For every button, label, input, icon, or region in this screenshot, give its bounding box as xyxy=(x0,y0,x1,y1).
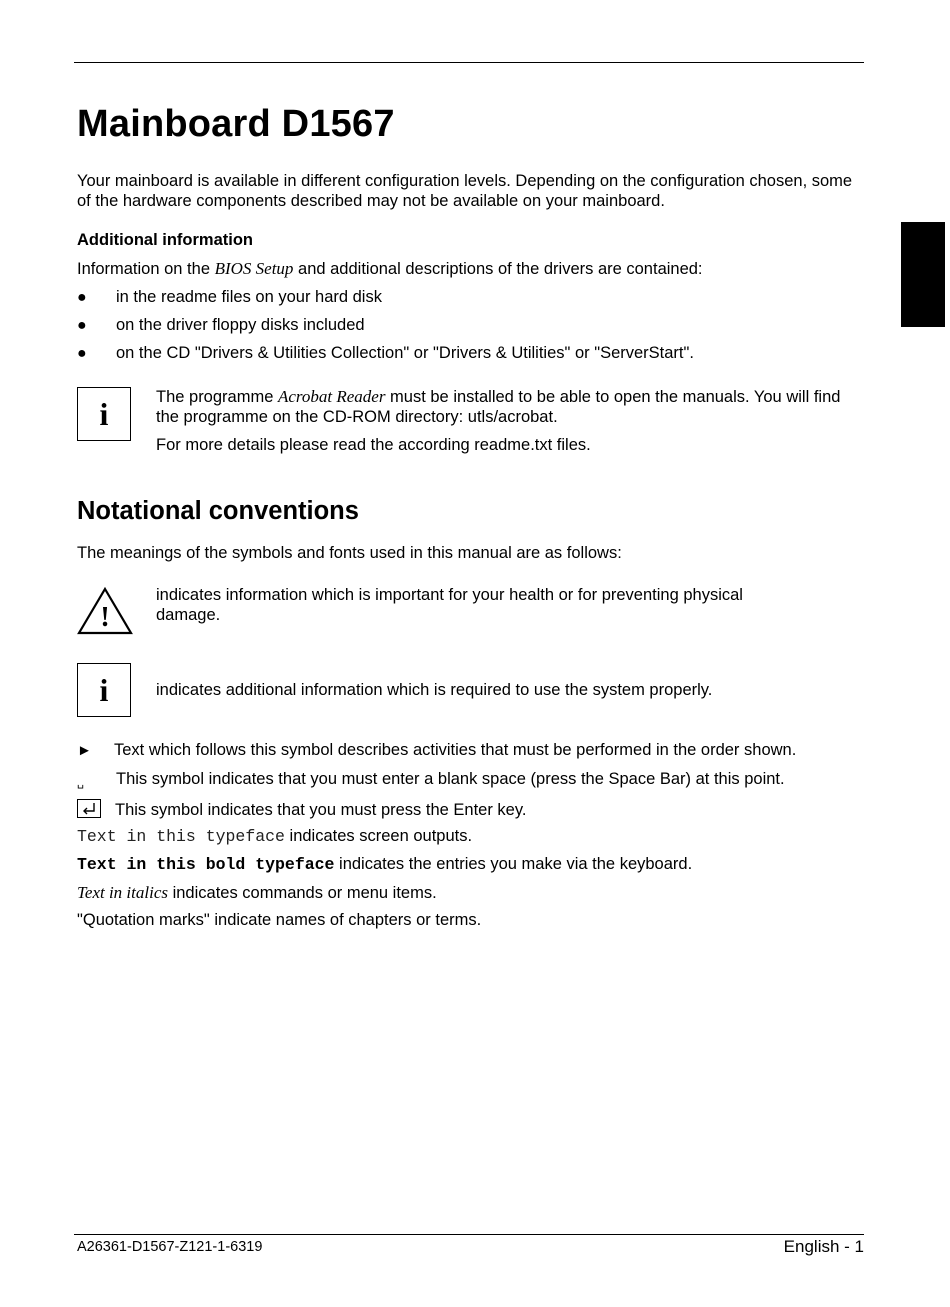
space-convention-text: This symbol indicates that you must enter a blank space (press the Space Bar) at this point. xyxy=(116,770,785,788)
footer-page-label: English - 1 xyxy=(783,1237,864,1256)
info-icon: i xyxy=(77,663,131,717)
conventions-intro: The meanings of the symbols and fonts used in this manual are as follows: xyxy=(77,544,622,562)
note-line1-pre: The programme xyxy=(156,388,278,406)
arrow-right-icon: ► xyxy=(77,742,92,759)
bullet-text: in the readme files on your hard disk xyxy=(116,288,382,306)
space-convention-row xyxy=(77,770,785,794)
note-line1-post: must be installed to be able to open the manuals. You will find the programme on the CD-ROM directory: utls/acrobat. xyxy=(156,388,841,426)
warning-triangle-icon xyxy=(77,587,133,635)
bullet-text: on the driver floppy disks included xyxy=(116,316,365,334)
space-symbol-icon: ␣ xyxy=(77,777,84,789)
enter-key-icon xyxy=(77,799,101,818)
bullet-icon: ● xyxy=(77,289,87,306)
note-line-1 xyxy=(156,387,866,427)
bold-typeface-convention-row xyxy=(77,855,692,875)
arrow-convention-row xyxy=(77,741,796,761)
note-line1-italic: Acrobat Reader xyxy=(277,387,386,406)
info-line-italic: BIOS Setup xyxy=(214,259,294,278)
quotation-convention-row: "Quotation marks" indicate names of chapters or terms. xyxy=(77,911,482,929)
italics-sample: Text in italics xyxy=(77,883,168,902)
arrow-convention-text: Text which follows this symbol describes activities that must be performed in the order shown. xyxy=(114,741,797,759)
info-text: indicates additional information which is required to use the system properly. xyxy=(156,681,713,699)
italics-convention-row xyxy=(77,883,437,904)
note-text xyxy=(156,387,866,456)
bold-typeface-text: indicates the entries you make via the keyboard. xyxy=(334,855,693,873)
enter-convention-row xyxy=(77,799,526,821)
bullet-icon: ● xyxy=(77,317,87,334)
conventions-heading: Notational conventions xyxy=(77,497,359,525)
bullet-icon: ● xyxy=(77,345,87,362)
info-line-post: and additional descriptions of the drivers are contained: xyxy=(293,260,703,278)
typeface-sample: Text in this typeface xyxy=(77,827,285,846)
footer-doc-id: A26361-D1567-Z121-1-6319 xyxy=(77,1239,263,1255)
note-line-2: For more details please read the according readme.txt files. xyxy=(156,436,591,454)
warning-text: indicates information which is important for your health or for preventing physical damage. xyxy=(156,586,743,624)
additional-info-line xyxy=(77,259,703,280)
intro-paragraph: Your mainboard is available in different configuration levels. Depending on the configuration chosen, some of the hardware components described may not be available on your mainboard. xyxy=(77,172,853,210)
footer-rule xyxy=(74,1234,864,1235)
typeface-convention-row xyxy=(77,827,472,847)
italics-text: indicates commands or menu items. xyxy=(168,884,437,902)
bullet-text: on the CD "Drivers & Utilities Collection" or "Drivers & Utilities" or "ServerStart". xyxy=(116,344,694,362)
warning-glyph: ! xyxy=(100,602,110,633)
page-title: Mainboard D1567 xyxy=(77,103,395,145)
bold-typeface-sample: Text in this bold typeface xyxy=(77,855,335,874)
header-rule xyxy=(74,62,864,63)
info-line-pre: Information on the xyxy=(77,260,215,278)
typeface-text: indicates screen outputs. xyxy=(284,827,473,845)
info-icon: i xyxy=(77,387,131,441)
additional-info-heading: Additional information xyxy=(77,231,253,249)
chapter-tab-marker xyxy=(901,222,945,327)
enter-convention-text: This symbol indicates that you must press the Enter key. xyxy=(115,801,527,819)
